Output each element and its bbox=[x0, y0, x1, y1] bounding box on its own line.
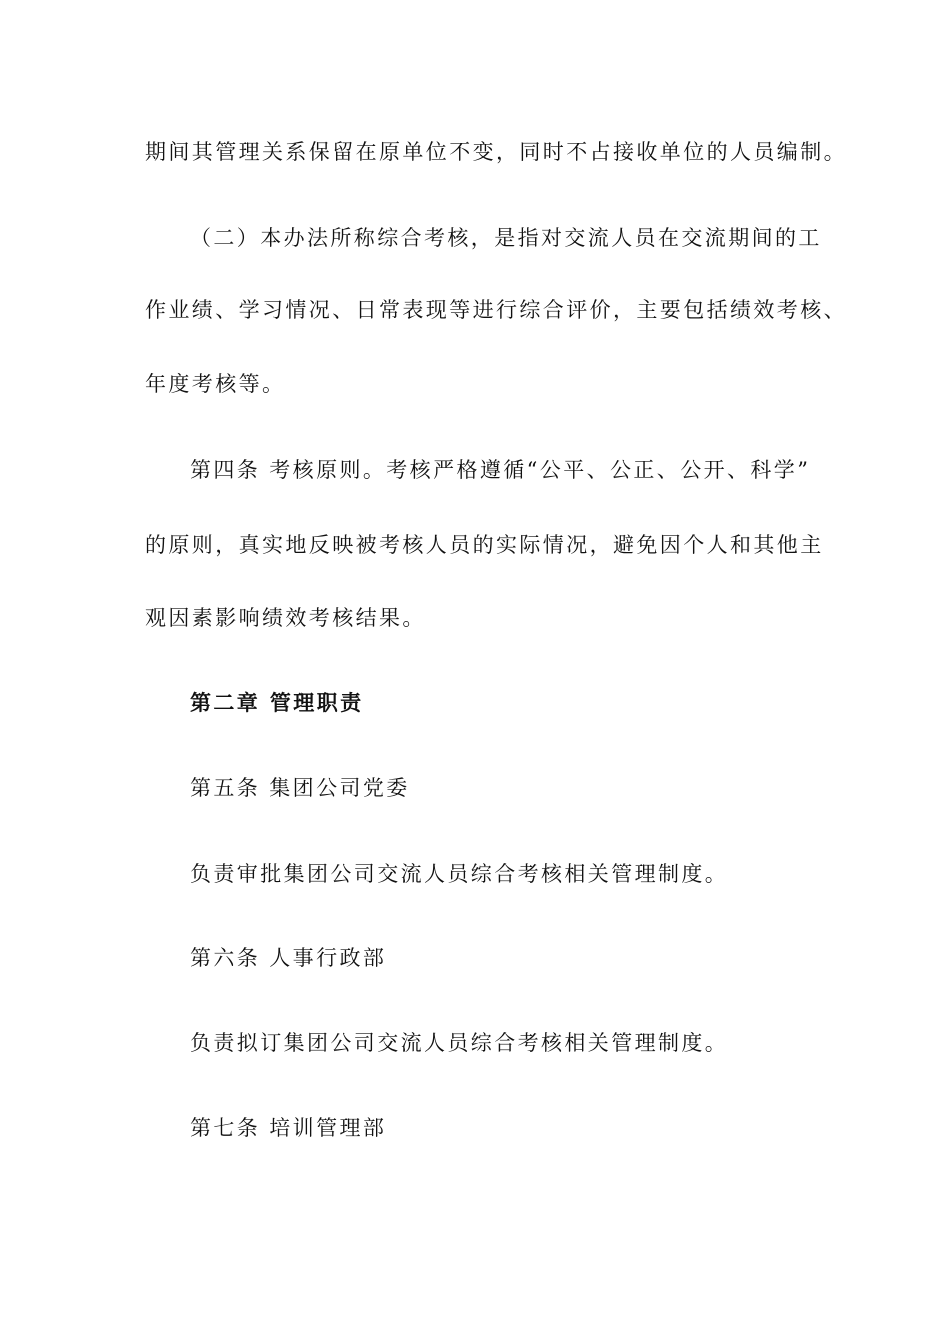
paragraph-line-2: （二）本办法所称综合考核，是指对交流人员在交流期间的工 bbox=[190, 226, 822, 250]
article-5-body: 负责审批集团公司交流人员综合考核相关管理制度。 bbox=[190, 862, 729, 886]
article-6-title: 第六条 人事行政部 bbox=[190, 946, 387, 970]
article-4-line-2: 的原则，真实地反映被考核人员的实际情况，避免因个人和其他主 bbox=[145, 533, 824, 557]
article-4-line-3: 观因素影响绩效考核结果。 bbox=[145, 606, 426, 630]
paragraph-line-1: 期间其管理关系保留在原单位不变，同时不占接收单位的人员编制。 bbox=[145, 140, 847, 164]
article-6-body: 负责拟订集团公司交流人员综合考核相关管理制度。 bbox=[190, 1031, 729, 1055]
paragraph-line-3: 作业绩、学习情况、日常表现等进行综合评价，主要包括绩效考核、 bbox=[145, 298, 847, 322]
paragraph-line-4: 年度考核等。 bbox=[145, 372, 286, 396]
chapter-heading: 第二章 管理职责 bbox=[190, 690, 364, 715]
article-4-line-1: 第四条 考核原则。考核严格遵循“公平、公正、公开、科学” bbox=[190, 458, 811, 482]
article-5-title: 第五条 集团公司党委 bbox=[190, 776, 410, 800]
article-7-title: 第七条 培训管理部 bbox=[190, 1116, 387, 1140]
